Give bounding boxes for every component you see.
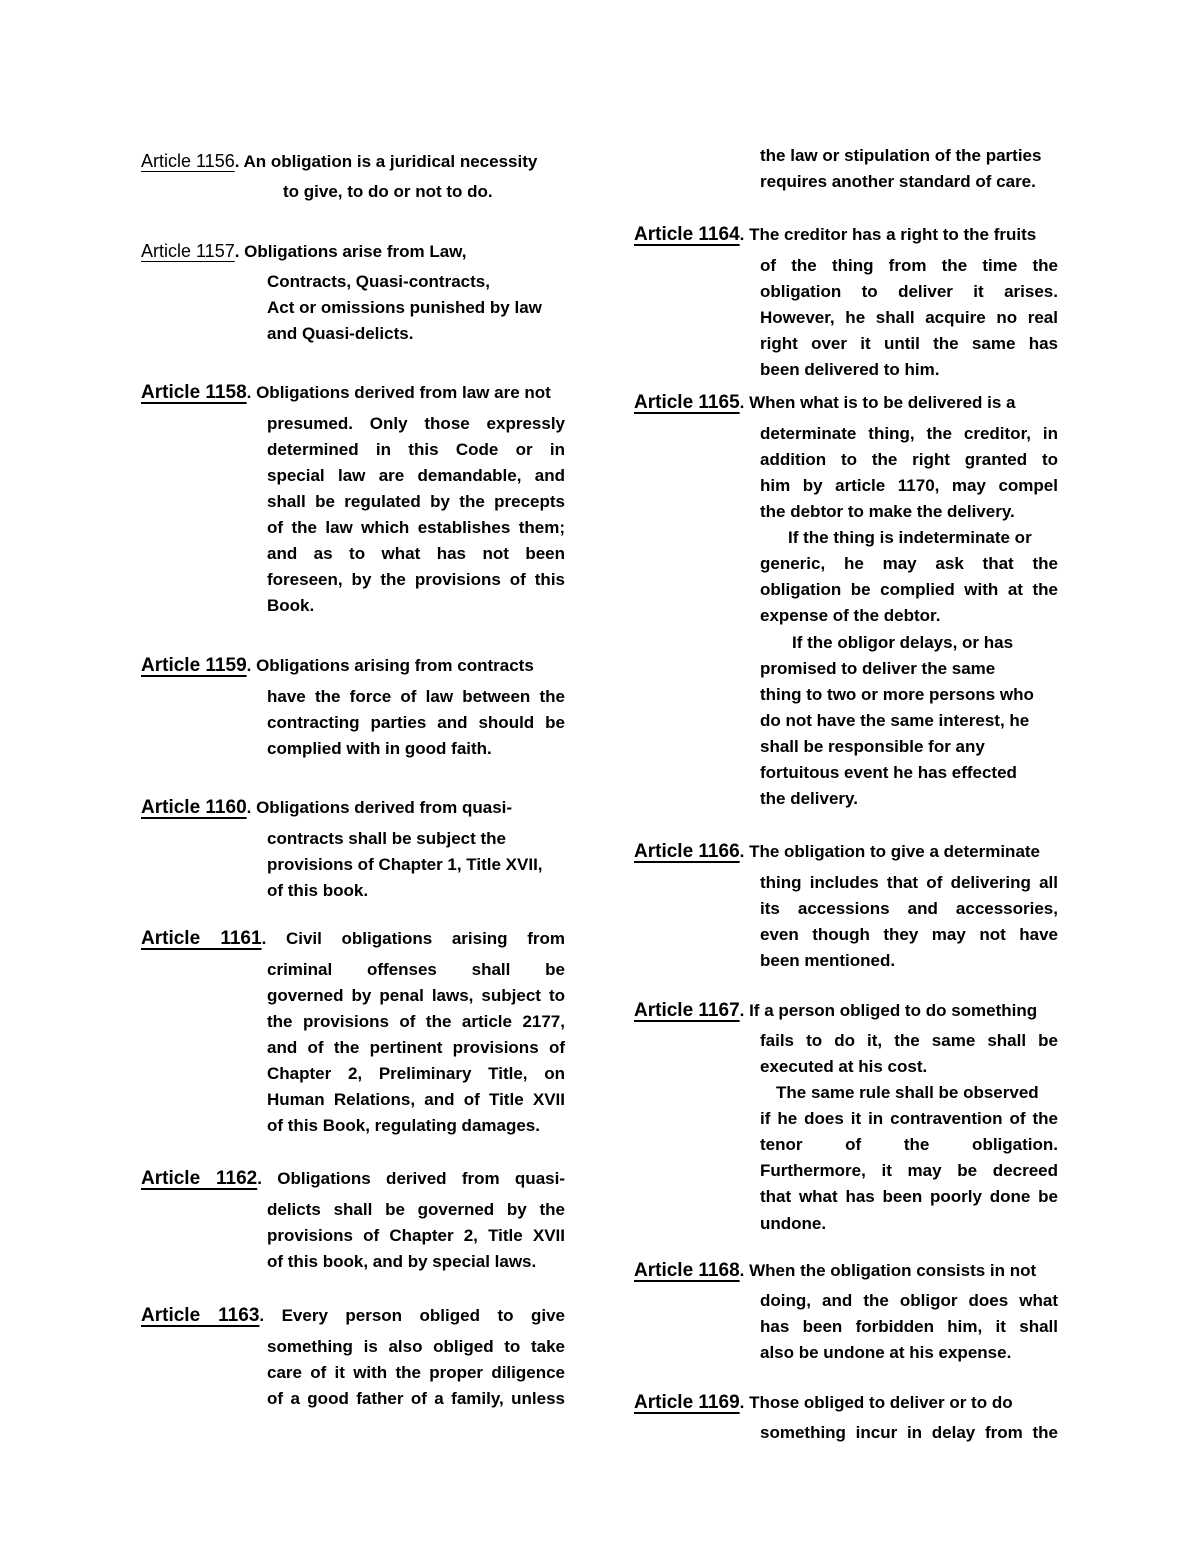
article-1167-line-4: The same rule shall be observed [776,1083,1039,1102]
article-1165-line-9: expense of the debtor. [760,606,941,625]
article-1166-line-1: . The obligation to give a determinate [739,842,1041,861]
article-1161-title: Article 1161 [141,928,262,949]
article-1156-heading-line [141,150,537,172]
article-1164-line-6: been delivered to him. [760,360,940,379]
article-1166-line-5: been mentioned. [760,951,896,970]
article-1165-line-12: thing to two or more persons who [760,685,1034,704]
article-1158-line-6: of the law which establishes them; [267,518,565,537]
article-1168-heading-line [634,1260,1036,1282]
article-1158-line-1: . Obligations derived from law are not [246,383,551,402]
article-1165-line-6: If the thing is indeterminate or [788,528,1032,547]
article-1160-line-1: . Obligations derived from quasi- [246,798,513,817]
article-1160-title: Article 1160 [141,797,247,818]
article-1164-line-5: right over it until the same has [760,334,1058,353]
article-1161-line-8: of this Book, regulating damages. [267,1116,540,1135]
article-1161-heading-line [141,928,565,950]
article-1165-line-13: do not have the same interest, he [760,711,1030,730]
article-1166-title: Article 1166 [634,841,740,862]
article-1159-line-3: contracting parties and should be [267,713,565,732]
article-1165-line-1: . When what is to be delivered is a [739,393,1016,412]
article-1156-line-1: . An obligation is a juridical necessity [234,152,538,171]
article-1158-title: Article 1158 [141,382,247,403]
article-1163-line-2: something is also obliged to take [267,1337,565,1356]
article-1169-heading-line [634,1392,1013,1414]
article-1163-line-3: care of it with the proper diligence [267,1363,565,1382]
article-1162-line-1: . Obligations derived from quasi- [257,1169,565,1188]
article-1157-line-1: . Obligations arise from Law, [234,242,467,261]
article-1167-line-3: executed at his cost. [760,1057,928,1076]
article-1158-line-5: shall be regulated by the precepts [267,492,565,511]
article-1165-line-7: generic, he may ask that the [760,554,1058,573]
article-1165-line-14: shall be responsible for any [760,737,985,756]
article-1169-line-1: . Those obliged to deliver or to do [739,1393,1013,1412]
article-1163-title: Article 1163 [141,1305,260,1326]
article-1165-line-11: promised to deliver the same [760,659,996,678]
article-1157-line-3: Act or omissions punished by law [267,298,542,317]
article-1158-line-4: special law are demandable, and [267,466,565,485]
article-1161-line-1: . Civil obligations arising from [261,929,565,948]
article-1166-line-2: thing includes that of delivering all [760,873,1058,892]
article-1161-line-6: Chapter 2, Preliminary Title, on [267,1064,565,1083]
article-1167-line-9: undone. [760,1214,827,1233]
article-1160-line-4: of this book. [267,881,369,900]
article-1165-heading-line [634,392,1015,414]
article-1163-heading-line [141,1305,565,1327]
article-1158-line-2: presumed. Only those expressly [267,414,565,433]
article-1164-line-3: obligation to deliver it arises. [760,282,1058,301]
article-1166-line-3: its accessions and accessories, [760,899,1058,918]
article-1161-line-4: the provisions of the article 2177, [267,1012,565,1031]
article-1167-line-5: if he does it in contravention of the [760,1109,1058,1128]
article-1157-line-2: Contracts, Quasi-contracts, [267,272,490,291]
continuation-line-2: requires another standard of care. [760,172,1036,191]
article-1157-heading-line [141,240,466,262]
article-1159-title: Article 1159 [141,655,247,676]
article-1167-heading-line [634,1000,1037,1022]
article-1159-line-4: complied with in good faith. [267,739,492,758]
article-1161-line-2: criminal offenses shall be [267,960,565,979]
article-1168-line-4: also be undone at his expense. [760,1343,1012,1362]
article-1169-line-2: something incur in delay from the [760,1423,1058,1442]
article-1162-line-3: provisions of Chapter 2, Title XVII [267,1226,565,1245]
continuation-line-1: the law or stipulation of the parties [760,146,1042,165]
article-1165-line-4: him by article 1170, may compel [760,476,1058,495]
article-1160-heading-line [141,797,512,819]
article-1160-line-2: contracts shall be subject the [267,829,507,848]
article-1162-line-4: of this book, and by special laws. [267,1252,537,1271]
article-1167-line-8: that what has been poorly done be [760,1187,1058,1206]
article-1165-title: Article 1165 [634,392,740,413]
article-1167-line-7: Furthermore, it may be decreed [760,1161,1058,1180]
article-1159-heading-line [141,655,534,677]
article-1164-title: Article 1164 [634,224,740,245]
article-1165-line-10: If the obligor delays, or has [792,633,1014,652]
article-1167-title: Article 1167 [634,1000,740,1021]
article-1159-line-1: . Obligations arising from contracts [246,656,534,675]
article-1165-line-16: the delivery. [760,789,858,808]
article-1156-line-2: to give, to do or not to do. [283,182,493,201]
article-1162-line-2: delicts shall be governed by the [267,1200,565,1219]
article-1163-line-1: . Every person obliged to give [259,1306,565,1325]
article-1161-line-7: Human Relations, and of Title XVII [267,1090,565,1109]
article-1161-line-5: and of the pertinent provisions of [267,1038,565,1057]
article-1158-line-8: foreseen, by the provisions of this [267,570,565,589]
article-1167-line-1: . If a person obliged to do something [739,1001,1038,1020]
article-1164-line-2: of the thing from the time the [760,256,1058,275]
article-1161-line-3: governed by penal laws, subject to [267,986,565,1005]
article-1156-title: Article 1156 [141,151,235,171]
article-1166-line-4: even though they may not have [760,925,1058,944]
article-1164-line-1: . The creditor has a right to the fruits [739,225,1037,244]
article-1168-title: Article 1168 [634,1260,740,1281]
article-1164-line-4: However, he shall acquire no real [760,308,1058,327]
article-1165-line-3: addition to the right granted to [760,450,1058,469]
article-1167-line-2: fails to do it, the same shall be [760,1031,1058,1050]
article-1169-title: Article 1169 [634,1392,740,1413]
article-1165-line-15: fortuitous event he has effected [760,763,1017,782]
article-1159-line-2: have the force of law between the [267,687,565,706]
article-1160-line-3: provisions of Chapter 1, Title XVII, [267,855,543,874]
article-1165-line-8: obligation be complied with at the [760,580,1058,599]
article-1158-heading-line [141,382,551,404]
article-1157-line-4: and Quasi-delicts. [267,324,414,343]
article-1167-line-6: tenor of the obligation. [760,1135,1058,1154]
article-1168-line-2: doing, and the obligor does what [760,1291,1058,1310]
article-1164-heading-line [634,224,1036,246]
article-1165-line-2: determinate thing, the creditor, in [760,424,1058,443]
article-1157-title: Article 1157 [141,241,235,261]
article-1168-line-3: has been forbidden him, it shall [760,1317,1058,1336]
article-1162-heading-line [141,1168,565,1190]
article-1158-line-3: determined in this Code or in [267,440,565,459]
article-1158-line-9: Book. [267,596,315,615]
article-1165-line-5: the debtor to make the delivery. [760,502,1015,521]
article-1158-line-7: and as to what has not been [267,544,565,563]
article-1166-heading-line [634,841,1040,863]
article-1162-title: Article 1162 [141,1168,258,1189]
article-1168-line-1: . When the obligation consists in not [739,1261,1037,1280]
article-1163-line-4: of a good father of a family, unless [267,1389,565,1408]
